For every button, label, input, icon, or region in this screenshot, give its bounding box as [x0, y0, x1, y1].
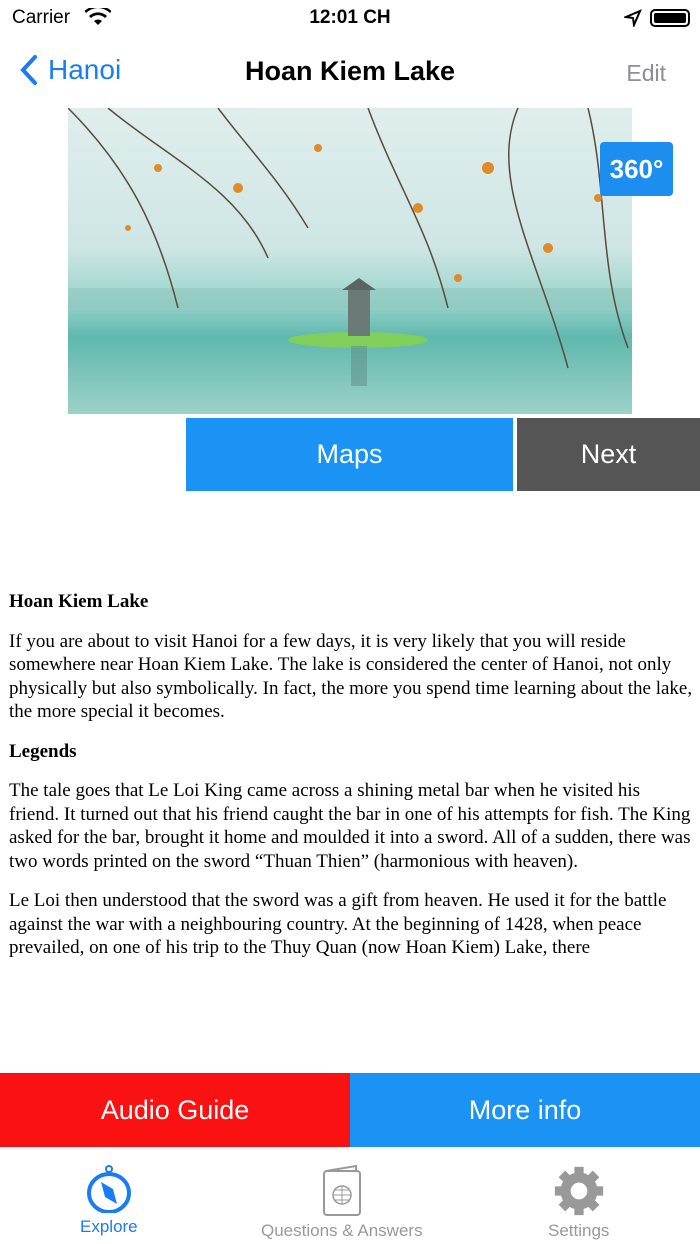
lake-illustration: [68, 108, 632, 414]
edit-button[interactable]: Edit: [626, 60, 666, 86]
clock: 12:01 CH: [309, 7, 391, 28]
location-arrow-icon: [624, 9, 642, 27]
tab-questions-answers[interactable]: [261, 1165, 423, 1241]
battery-icon: [650, 9, 690, 27]
next-button[interactable]: Next: [517, 418, 700, 491]
article-paragraph: The tale goes that Le Loi King came across a shining metal bar when he visited his friend. It turned out that his friend caught the bar in one of his attempts for fish. The King asked for the bar, brought it home and moulded it into a sword. All of a sudden, there was two words printed on the sword “Thuan Thien” (harmonious with heaven).: [9, 780, 691, 872]
more-info-button[interactable]: More info: [350, 1073, 700, 1147]
gear-icon: [551, 1165, 607, 1217]
tab-label: Questions & Answers: [261, 1221, 423, 1240]
article-content: [9, 590, 694, 990]
article-heading: Hoan Kiem Lake: [9, 591, 149, 612]
tab-explore[interactable]: [80, 1165, 138, 1237]
back-label: Hanoi: [48, 54, 122, 85]
compass-icon: [86, 1165, 132, 1213]
passport-globe-icon: [321, 1165, 363, 1217]
article-paragraph: If you are about to visit Hanoi for a few days, it is very likely that you will reside somewhere near Hoan Kiem Lake. The lake is considered the center of Hanoi, not only physically but also symbolically. In fact, the more you spend time learning about the lake, the more special it becomes.: [9, 630, 693, 722]
article-paragraph: Le Loi then understood that the sword was a gift from heaven. He used it for the battle against the war with a neighbouring country. At the beginning of 1428, when peace prevailed, on one of his trip to the Thuy Quan (now Hoan Kiem) Lake, there: [9, 890, 667, 958]
tab-settings[interactable]: [548, 1165, 609, 1241]
audio-guide-button[interactable]: Audio Guide: [0, 1073, 350, 1147]
tab-bar: [0, 1147, 700, 1244]
carrier-label: Carrier: [12, 7, 71, 28]
maps-button[interactable]: Maps: [186, 418, 513, 491]
lake-photo[interactable]: [68, 108, 632, 414]
navigation-bar: [0, 36, 700, 106]
section-heading-legends: Legends: [9, 740, 77, 762]
360-view-icon[interactable]: 360°: [600, 142, 673, 196]
status-bar: [0, 0, 700, 36]
tab-label: Explore: [80, 1217, 138, 1236]
page-title: Hoan Kiem Lake: [244, 56, 456, 86]
tab-label: Settings: [548, 1221, 610, 1240]
